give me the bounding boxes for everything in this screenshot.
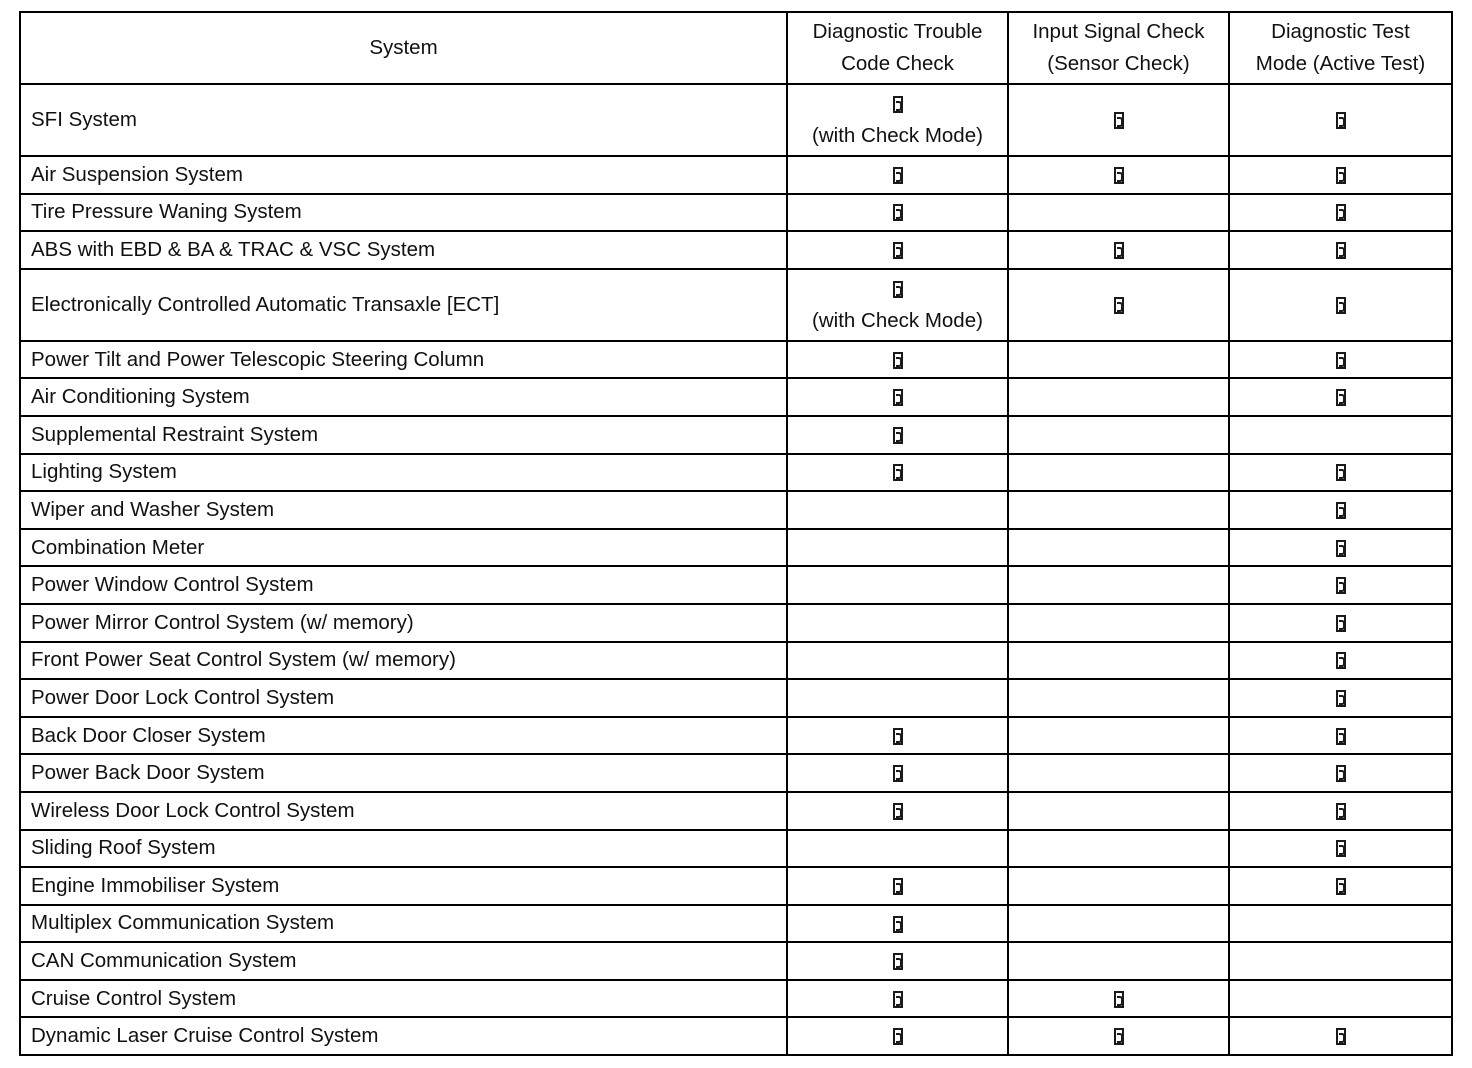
active-cell <box>1229 156 1452 194</box>
check-mark-icon <box>1336 728 1346 745</box>
check-mark-icon <box>893 878 903 895</box>
check-mark-icon <box>893 96 903 113</box>
input-cell <box>1008 231 1229 269</box>
system-name-cell: Power Back Door System <box>20 754 787 792</box>
system-name-cell: Power Tilt and Power Telescopic Steering Column <box>20 341 787 379</box>
check-mark-icon <box>893 167 903 184</box>
dtc-cell <box>787 378 1008 416</box>
system-name-cell: Back Door Closer System <box>20 717 787 755</box>
system-name-cell: Sliding Roof System <box>20 830 787 868</box>
dtc-cell <box>787 231 1008 269</box>
active-cell <box>1229 566 1452 604</box>
dtc-cell <box>787 792 1008 830</box>
check-mark-icon <box>893 916 903 933</box>
check-mark-icon <box>1336 297 1346 314</box>
dtc-cell <box>787 679 1008 717</box>
dtc-cell <box>787 717 1008 755</box>
check-mark-icon <box>1336 615 1346 632</box>
header-dtc-line-1: Diagnostic Trouble <box>812 20 983 43</box>
active-cell <box>1229 194 1452 232</box>
check-mark-icon <box>1114 1028 1124 1045</box>
dtc-cell <box>787 830 1008 868</box>
active-cell <box>1229 830 1452 868</box>
active-cell <box>1229 1017 1452 1055</box>
header-input-signal-check <box>1008 12 1229 84</box>
table-row <box>20 679 1452 717</box>
active-cell <box>1229 529 1452 567</box>
table-header <box>20 12 1452 84</box>
input-cell <box>1008 980 1229 1018</box>
active-cell <box>1229 792 1452 830</box>
input-cell <box>1008 566 1229 604</box>
active-cell <box>1229 642 1452 680</box>
header-system-line-1: System <box>369 36 438 59</box>
table-row <box>20 529 1452 567</box>
check-mark-icon <box>1336 352 1346 369</box>
table-row <box>20 642 1452 680</box>
check-mark-icon <box>1336 389 1346 406</box>
table-row <box>20 231 1452 269</box>
system-name-cell: Multiplex Communication System <box>20 905 787 943</box>
check-mark-icon <box>1336 112 1346 129</box>
active-cell <box>1229 942 1452 980</box>
check-mark-icon <box>893 1028 903 1045</box>
check-mode-note: (with Check Mode) <box>812 124 983 147</box>
table-row <box>20 942 1452 980</box>
system-name-cell: Tire Pressure Waning System <box>20 194 787 232</box>
input-cell <box>1008 341 1229 379</box>
check-mark-icon <box>1336 652 1346 669</box>
table-row <box>20 378 1452 416</box>
input-cell <box>1008 679 1229 717</box>
active-cell <box>1229 231 1452 269</box>
active-cell <box>1229 84 1452 156</box>
table-row <box>20 980 1452 1018</box>
check-mark-icon <box>893 464 903 481</box>
active-cell <box>1229 754 1452 792</box>
table-row <box>20 1017 1452 1055</box>
dtc-cell <box>787 566 1008 604</box>
active-cell <box>1229 867 1452 905</box>
input-cell <box>1008 905 1229 943</box>
check-mark-icon <box>893 204 903 221</box>
check-mark-icon <box>1336 690 1346 707</box>
system-name-cell: Engine Immobiliser System <box>20 867 787 905</box>
table-row <box>20 867 1452 905</box>
header-dtc-check <box>787 12 1008 84</box>
check-mark-icon <box>1336 242 1346 259</box>
header-active-line-1: Diagnostic Test <box>1271 20 1410 43</box>
check-mark-icon <box>893 991 903 1008</box>
table-row <box>20 341 1452 379</box>
check-mark-icon <box>893 352 903 369</box>
input-cell <box>1008 194 1229 232</box>
system-name-cell: Power Door Lock Control System <box>20 679 787 717</box>
input-cell <box>1008 1017 1229 1055</box>
check-mark-icon <box>1114 167 1124 184</box>
system-name-cell: Air Suspension System <box>20 156 787 194</box>
dtc-cell <box>787 604 1008 642</box>
dtc-cell <box>787 942 1008 980</box>
system-name-cell: Cruise Control System <box>20 980 787 1018</box>
dtc-cell <box>787 84 1008 156</box>
dtc-cell <box>787 642 1008 680</box>
diagnostic-function-table <box>19 11 1453 1056</box>
system-name-cell: Power Mirror Control System (w/ memory) <box>20 604 787 642</box>
check-mark-icon <box>1114 112 1124 129</box>
table-row <box>20 905 1452 943</box>
active-cell <box>1229 717 1452 755</box>
input-cell <box>1008 830 1229 868</box>
header-active-test <box>1229 12 1452 84</box>
table-row <box>20 194 1452 232</box>
dtc-cell <box>787 867 1008 905</box>
check-mark-icon <box>1336 502 1346 519</box>
table-row <box>20 84 1452 156</box>
active-cell <box>1229 980 1452 1018</box>
header-input-line-2: (Sensor Check) <box>1047 52 1190 75</box>
input-cell <box>1008 867 1229 905</box>
active-cell <box>1229 378 1452 416</box>
check-mark-icon <box>893 803 903 820</box>
check-mark-icon <box>1336 840 1346 857</box>
system-name-cell: Supplemental Restraint System <box>20 416 787 454</box>
input-cell <box>1008 491 1229 529</box>
dtc-cell <box>787 156 1008 194</box>
table-row <box>20 156 1452 194</box>
check-mark-icon <box>1336 765 1346 782</box>
check-mark-icon <box>1336 167 1346 184</box>
input-cell <box>1008 754 1229 792</box>
table-row <box>20 416 1452 454</box>
check-mark-icon <box>893 281 903 298</box>
system-name-cell: Power Window Control System <box>20 566 787 604</box>
dtc-cell <box>787 491 1008 529</box>
system-name-cell: Combination Meter <box>20 529 787 567</box>
check-mark-icon <box>1114 991 1124 1008</box>
system-name-cell: ABS with EBD & BA & TRAC & VSC System <box>20 231 787 269</box>
input-cell <box>1008 378 1229 416</box>
active-cell <box>1229 491 1452 529</box>
active-cell <box>1229 416 1452 454</box>
input-cell <box>1008 416 1229 454</box>
check-mark-icon <box>1336 577 1346 594</box>
check-mark-icon <box>1336 540 1346 557</box>
system-name-cell: CAN Communication System <box>20 942 787 980</box>
table-row <box>20 754 1452 792</box>
input-cell <box>1008 269 1229 341</box>
table-row <box>20 566 1452 604</box>
table-body <box>20 84 1452 1055</box>
active-cell <box>1229 604 1452 642</box>
header-system <box>20 12 787 84</box>
active-cell <box>1229 454 1452 492</box>
check-mark-icon <box>893 389 903 406</box>
header-active-line-2: Mode (Active Test) <box>1255 52 1426 75</box>
active-cell <box>1229 269 1452 341</box>
check-mark-icon <box>893 242 903 259</box>
active-cell <box>1229 341 1452 379</box>
check-mark-icon <box>1336 204 1346 221</box>
table-row <box>20 830 1452 868</box>
input-cell <box>1008 156 1229 194</box>
dtc-cell <box>787 454 1008 492</box>
check-mark-icon <box>1114 297 1124 314</box>
check-mark-icon <box>1114 242 1124 259</box>
dtc-cell <box>787 194 1008 232</box>
input-cell <box>1008 942 1229 980</box>
table-row <box>20 454 1452 492</box>
check-mark-icon <box>1336 803 1346 820</box>
system-name-cell: Lighting System <box>20 454 787 492</box>
header-dtc-line-2: Code Check <box>841 52 954 75</box>
header-row <box>20 12 1452 84</box>
dtc-cell <box>787 905 1008 943</box>
check-mark-icon <box>893 765 903 782</box>
table-row <box>20 792 1452 830</box>
system-name-cell: Wireless Door Lock Control System <box>20 792 787 830</box>
input-cell <box>1008 604 1229 642</box>
input-cell <box>1008 642 1229 680</box>
check-mark-icon <box>1336 878 1346 895</box>
table-row <box>20 604 1452 642</box>
system-name-cell: Wiper and Washer System <box>20 491 787 529</box>
dtc-cell <box>787 980 1008 1018</box>
input-cell <box>1008 717 1229 755</box>
input-cell <box>1008 84 1229 156</box>
system-name-cell: SFI System <box>20 84 787 156</box>
input-cell <box>1008 529 1229 567</box>
header-input-line-1: Input Signal Check <box>1032 20 1205 43</box>
active-cell <box>1229 679 1452 717</box>
system-name-cell: Front Power Seat Control System (w/ memory) <box>20 642 787 680</box>
active-cell <box>1229 905 1452 943</box>
table-row <box>20 717 1452 755</box>
table-row <box>20 269 1452 341</box>
dtc-cell <box>787 269 1008 341</box>
input-cell <box>1008 792 1229 830</box>
check-mark-icon <box>1336 1028 1346 1045</box>
dtc-cell <box>787 754 1008 792</box>
system-name-cell: Dynamic Laser Cruise Control System <box>20 1017 787 1055</box>
check-mark-icon <box>1336 464 1346 481</box>
system-name-cell: Air Conditioning System <box>20 378 787 416</box>
dtc-cell <box>787 416 1008 454</box>
dtc-cell <box>787 341 1008 379</box>
input-cell <box>1008 454 1229 492</box>
check-mark-icon <box>893 953 903 970</box>
check-mark-icon <box>893 728 903 745</box>
check-mark-icon <box>893 427 903 444</box>
dtc-cell <box>787 529 1008 567</box>
table-row <box>20 491 1452 529</box>
check-mode-note: (with Check Mode) <box>812 308 983 332</box>
dtc-cell <box>787 1017 1008 1055</box>
system-name-cell: Electronically Controlled Automatic Transaxle [ECT] <box>20 269 787 341</box>
